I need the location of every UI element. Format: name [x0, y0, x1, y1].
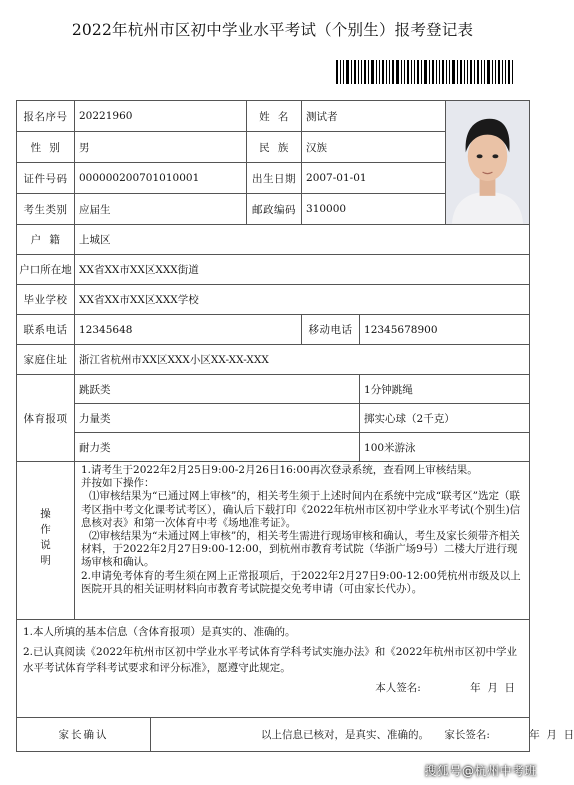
barcode-bar — [354, 60, 356, 84]
barcode-bar — [452, 60, 455, 84]
barcode-bar — [429, 60, 430, 84]
barcode-bar — [336, 60, 338, 84]
phone-value: 12345648 — [75, 315, 302, 345]
birth-value: 2007-01-01 — [302, 163, 446, 194]
barcode-bar — [424, 60, 427, 84]
mobile-value: 12345678900 — [360, 315, 530, 345]
student-signature-row — [23, 680, 523, 696]
barcode-bar — [396, 60, 399, 84]
id-value: 000000200701010001 — [75, 163, 247, 194]
barcode-bar — [508, 60, 510, 84]
barcode-bar — [467, 60, 468, 84]
pe-category: 跳跃类 — [75, 375, 360, 404]
barcode-bar — [392, 60, 394, 84]
parent-confirm-label: 家长确认 — [17, 718, 151, 752]
barcode-bar — [351, 60, 352, 84]
declaration-line: 1.本人所填的基本信息（含体育报项）是真实的、准确的。 — [23, 626, 296, 638]
parent-statement: 以上信息已核对，是真实、准确的。 — [261, 729, 429, 741]
school-label: 毕业学校 — [17, 285, 75, 315]
barcode-bar — [361, 60, 362, 84]
reg-no-value: 20221960 — [75, 101, 247, 132]
declaration — [17, 620, 530, 718]
barcode-bar — [484, 60, 485, 84]
barcode-bar — [411, 60, 412, 84]
barcode-bar — [474, 60, 475, 84]
pe-category: 力量类 — [75, 404, 360, 433]
barcode-bar — [346, 60, 349, 84]
parent-confirm-cell — [151, 718, 574, 752]
barcode-bar — [449, 60, 450, 84]
hukou-value: 上城区 — [75, 225, 530, 255]
barcode-bar — [460, 60, 462, 84]
gender-value: 男 — [75, 132, 247, 163]
hukou-address-value: XX省XX市XX区XXX街道 — [75, 255, 530, 285]
zip-label: 邮政编码 — [247, 194, 302, 225]
barcode-bar — [404, 60, 405, 84]
instruction-line: 1.请考生于2022年2月25日9:00-2月26日16:00再次登录系统，查看网上审核结果。 — [81, 464, 478, 476]
barcode-bar — [358, 60, 359, 84]
barcode-bar — [505, 60, 506, 84]
name-label: 姓 名 — [247, 101, 302, 132]
barcode-bar — [457, 60, 458, 84]
barcode-bar — [407, 60, 409, 84]
hukou-label: 户 籍 — [17, 225, 75, 255]
type-label: 考生类别 — [17, 194, 75, 225]
reg-no-label: 报名序号 — [17, 101, 75, 132]
barcode-bar — [417, 60, 419, 84]
barcode-bar — [495, 60, 496, 84]
student-photo — [446, 101, 530, 225]
declaration-line: 2.已认真阅读《2022年杭州市区初中学业水平考试体育学科考试实施办法》和《2022年杭州市区初中学业水平考试体育学科考试要求和评分标准》，愿遵守此规定。 — [23, 646, 517, 674]
parent-signature-date: 年 月 日 — [529, 729, 574, 741]
barcode-bar — [432, 60, 434, 84]
pe-label: 体育报项 — [17, 375, 75, 462]
barcode-bar — [502, 60, 503, 84]
instruction-line: 并按如下操作： — [81, 477, 155, 490]
mobile-label: 移动电话 — [302, 315, 360, 345]
barcode-bar — [368, 60, 369, 84]
school-value: XX省XX市XX区XXX学校 — [75, 285, 530, 315]
instruction-line: ⑵审核结果为“未通过网上审核”的，相关考生需进行现场审核和确认，考生及家长须带齐相关材料，于2022年2月27日9:00-12:00，到杭州市教育考试院（华浙广场9号）二楼大厅进行现场审核和确认。 — [81, 530, 520, 569]
hukou-address-label: 户口所在地 — [17, 255, 75, 285]
barcode-bar — [477, 60, 479, 84]
registration-form — [16, 100, 574, 752]
barcode-bar — [442, 60, 444, 84]
gender-label: 性 别 — [17, 132, 75, 163]
ethnicity-value: 汉族 — [302, 132, 446, 163]
barcode — [336, 60, 526, 84]
barcode-bar — [401, 60, 402, 84]
barcode-bar — [481, 60, 482, 84]
ethnicity-label: 民 族 — [247, 132, 302, 163]
instruction-line: ⑴审核结果为“已通过网上审核”的，相关考生须于上述时间内在系统中完成“联考区”选定（联考区指中考文化课考试考区），确认后下载打印《2022年杭州市区初中学业水平考试(个别生)信息核对表》和第一次体育中考《场地准考证》。 — [81, 490, 521, 529]
barcode-bar — [439, 60, 440, 84]
parent-signature-label: 家长签名: — [444, 729, 490, 741]
instructions-label-cell — [17, 462, 75, 620]
birth-label: 出生日期 — [247, 163, 302, 194]
student-signature-date: 年 月 日 — [470, 682, 516, 694]
type-value: 应届生 — [75, 194, 247, 225]
barcode-bar — [386, 60, 387, 84]
barcode-bar — [376, 60, 377, 84]
barcode-bar — [492, 60, 493, 84]
pe-item: 掷实心球（2千克） — [360, 404, 530, 433]
student-photo-image — [446, 101, 529, 224]
name-value: 测试者 — [302, 101, 446, 132]
student-signature-label: 本人签名: — [375, 682, 421, 694]
instruction-line: 2.申请免考体育的考生须在网上正常报项后，于2022年2月27日9:00-12:00凭杭州市级及以上医院开具的相关证明材料向市教育考试院提交免考申请（可由家长代办）。 — [81, 569, 521, 595]
barcode-bar — [464, 60, 465, 84]
pe-category: 耐力类 — [75, 433, 360, 462]
barcode-bar — [340, 60, 341, 84]
home-address-value: 浙江省杭州市XX区XXX小区XX-XX-XXX — [75, 345, 530, 375]
phone-label: 联系电话 — [17, 315, 75, 345]
barcode-bar — [470, 60, 472, 84]
barcode-bar — [389, 60, 390, 84]
barcode-bar — [364, 60, 366, 84]
barcode-bar — [371, 60, 374, 84]
id-label: 证件号码 — [17, 163, 75, 194]
barcode-bar — [512, 60, 513, 84]
instructions-label: 操作说明 — [39, 508, 51, 570]
barcode-bar — [487, 60, 490, 84]
home-address-label: 家庭住址 — [17, 345, 75, 375]
barcode-bar — [414, 60, 415, 84]
barcode-bar — [421, 60, 422, 84]
instructions-body — [75, 462, 530, 620]
barcode-bar — [436, 60, 437, 84]
pe-item: 1分钟跳绳 — [360, 375, 530, 404]
barcode-bar — [382, 60, 384, 84]
watermark-text: 搜狐号@杭州中考班 — [424, 764, 537, 778]
barcode-bar — [379, 60, 380, 84]
pe-item: 100米游泳 — [360, 433, 530, 462]
page-title: 2022年杭州市区初中学业水平考试（个别生）报考登记表 — [71, 21, 474, 39]
barcode-bar — [498, 60, 500, 84]
barcode-bar — [343, 60, 344, 84]
barcode-bar — [446, 60, 447, 84]
zip-value: 310000 — [302, 194, 446, 225]
